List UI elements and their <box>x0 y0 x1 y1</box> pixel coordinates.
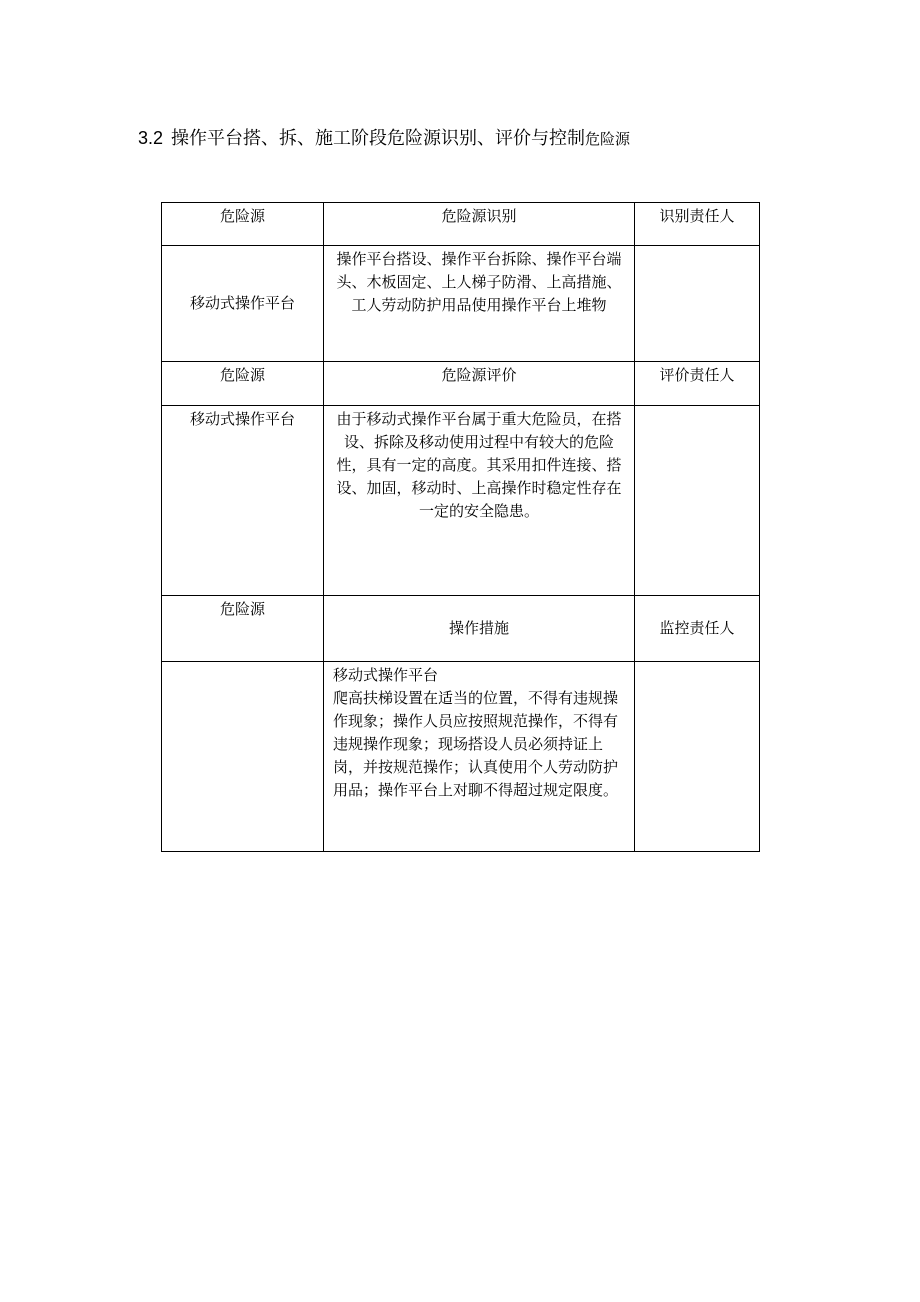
evaluation-header-row <box>162 362 760 406</box>
control-content-cell <box>324 662 635 852</box>
section-title: 操作平台搭、拆、施工阶段危险源识别、评价与控制 <box>171 128 586 149</box>
evaluation-content-cell: 由于移动式操作平台属于重大危险员，在搭设、拆除及移动使用过程中有较大的危险性，具有一定的高度。其采用扣件连接、搭设、加固，移动时、上高操作时稳定性存在一定的安全隐患。 <box>324 406 635 596</box>
evaluation-row <box>162 406 760 596</box>
control-measures-title: 移动式操作平台 <box>333 666 439 684</box>
evaluation-responsible-cell <box>635 406 760 596</box>
identification-content-cell: 操作平台搭设、操作平台拆除、操作平台端头、木板固定、上人梯子防滑、上高措施、工人劳动防护用品使用操作平台上堆物 <box>324 246 635 362</box>
identification-row <box>162 246 760 362</box>
identification-header-row <box>162 203 760 246</box>
evaluation-header-responsible: 评价责任人 <box>635 362 760 406</box>
section-number: 3.2 <box>138 128 164 148</box>
control-header-row <box>162 596 760 662</box>
identification-header-hazard: 危险源 <box>162 203 324 246</box>
control-row <box>162 662 760 852</box>
control-hazard-cell <box>162 662 324 852</box>
identification-header-responsible: 识别责任人 <box>635 203 760 246</box>
section-heading <box>138 124 630 153</box>
evaluation-header-evaluation: 危险源评价 <box>324 362 635 406</box>
control-responsible-cell <box>635 662 760 852</box>
evaluation-hazard-cell: 移动式操作平台 <box>162 406 324 596</box>
control-header-measures: 操作措施 <box>324 596 635 662</box>
control-header-responsible: 监控责任人 <box>635 596 760 662</box>
hazard-table <box>161 202 760 852</box>
control-measures-text: 爬高扶梯设置在适当的位置，不得有违规操作现象；操作人员应按照规范操作，不得有违规操作现象；现场搭设人员必须持证上岗，并按规范操作；认真使用个人劳动防护用品；操作平台上对聊不得超过规定限度。 <box>333 689 619 799</box>
identification-responsible-cell <box>635 246 760 362</box>
identification-hazard-cell: 移动式操作平台 <box>162 246 324 362</box>
identification-header-identification: 危险源识别 <box>324 203 635 246</box>
control-header-hazard: 危险源 <box>162 596 324 662</box>
evaluation-header-hazard: 危险源 <box>162 362 324 406</box>
section-title-suffix: 危险源 <box>585 130 631 148</box>
